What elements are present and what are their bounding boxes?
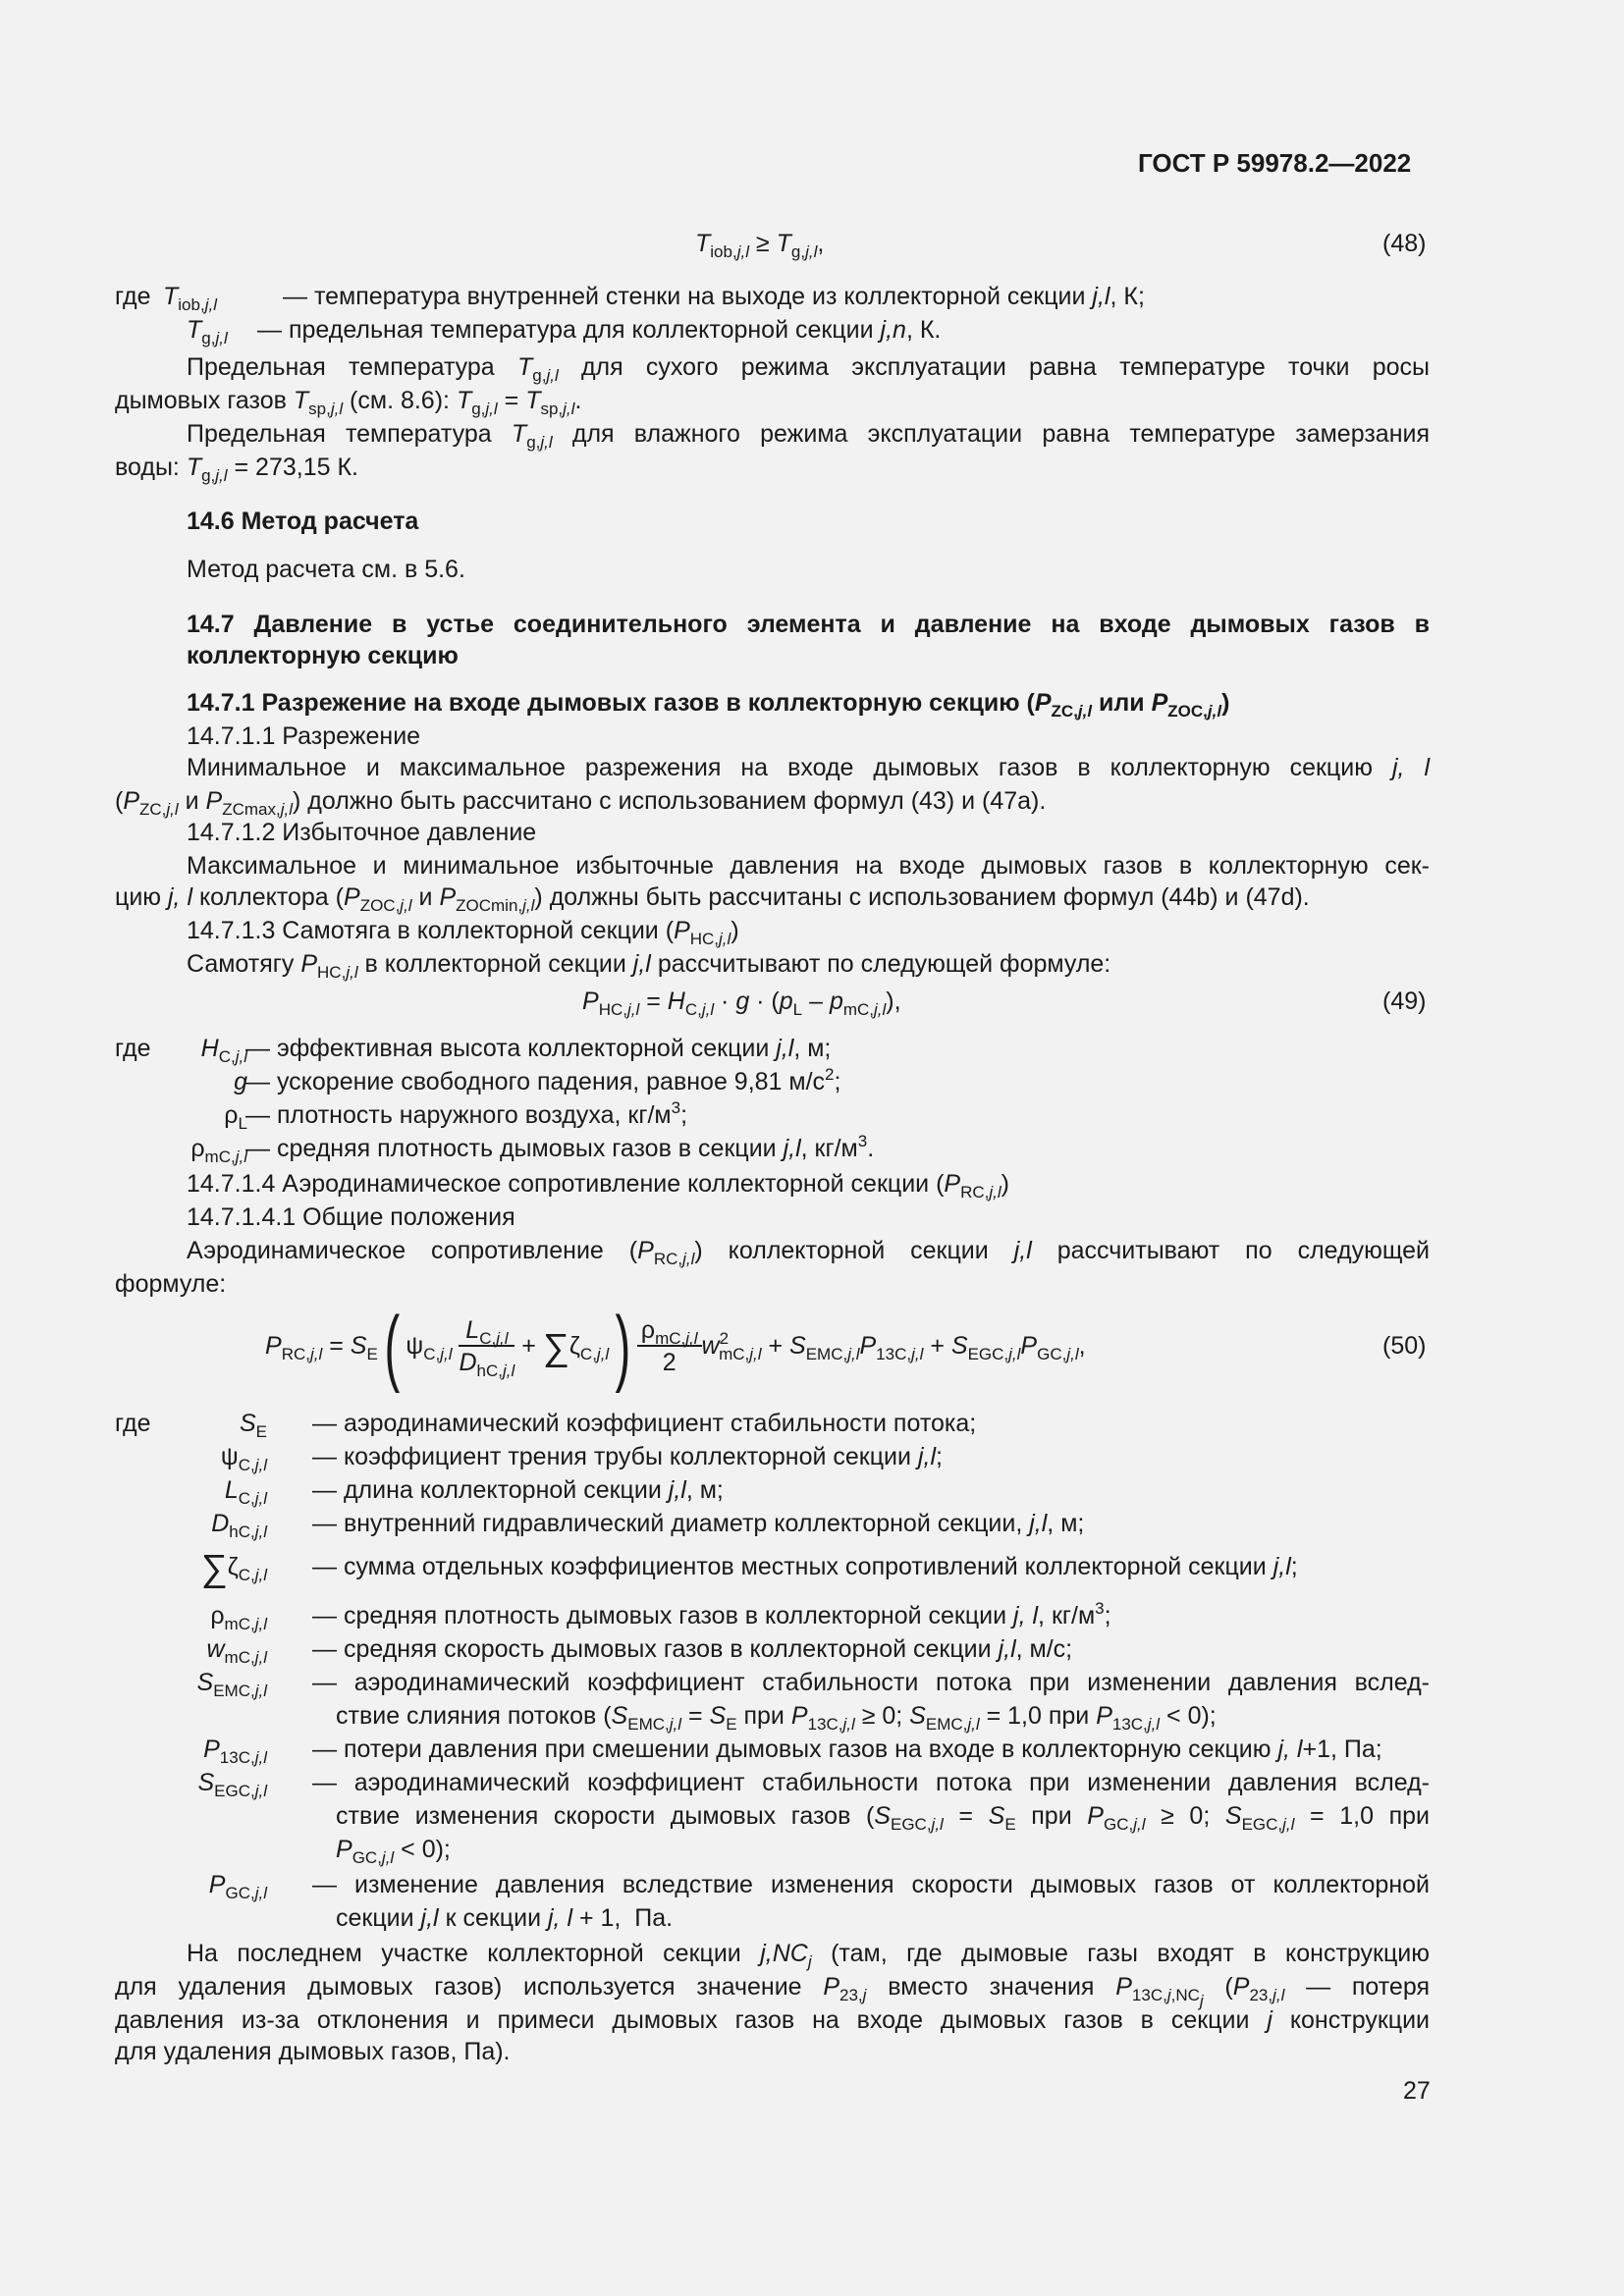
equation-48: $T_{iob,j,l} \ge T_{g,j,l}$, bbox=[695, 230, 825, 261]
legend-50-7: — средняя скорость дымовых газов в коллекторной секции j,l, м/с; bbox=[312, 1635, 1073, 1663]
page-number: 27 bbox=[1403, 2077, 1431, 2105]
legend-50-6: — средняя плотность дымовых газов в коллекторной секции j, l, $кг/м^3$; bbox=[312, 1599, 1111, 1629]
section-14-7-1-2: 14.7.1.2 Избыточное давление bbox=[187, 819, 537, 846]
equation-49-number: (49) bbox=[1382, 988, 1427, 1015]
paragraph-limit-dry-1: Предельная температура $T_{g,j,l}$ для сухого режима эксплуатации равна температуре точки росы bbox=[187, 353, 1431, 385]
legend-50-9: — потери давления при смешении дымовых газов на входе в коллекторную секцию j, l+1, Па; bbox=[312, 1735, 1382, 1763]
legend-50-3: — длина коллекторной секции j,l, м; bbox=[312, 1476, 724, 1504]
legend-50-11-cont: секции j,l к секции j, l + 1, Па. bbox=[336, 1904, 674, 1932]
symbol-rho-L: $\rho_L$ bbox=[224, 1101, 247, 1133]
symbol-T-g: $T_{g,j,l}$ bbox=[187, 316, 228, 347]
section-14-7-heading-line1: 14.7 Давление в устье соединительного элемента и давление на входе дымовых газов в bbox=[187, 611, 1430, 638]
section-14-6-text: Метод расчета см. в 5.6. bbox=[187, 556, 465, 583]
legend-49-1: — эффективная высота коллекторной секции j,l, м; bbox=[245, 1035, 832, 1062]
symbol-rho-mC-50: $\rho_{mC,j,l}$ bbox=[210, 1602, 267, 1633]
paragraph-limit-wet-1: Предельная температура $T_{g,j,l}$ для влажного режима эксплуатации равна температуре замерзания bbox=[187, 420, 1431, 452]
section-14-7-1-2-text2: цию j, l коллектора ($P_{ZOC,j,l}$ и $P_{ZOCmin,j,l}$) должны быть рассчитаны с использованием формул (44b) и (47d). bbox=[115, 883, 1310, 915]
symbol-H-C: $H_{C,j,l}$ bbox=[200, 1035, 247, 1066]
section-14-7-1-1-text2: ($P_{ZC,j,l}$ и $P_{ZCmax,j,l}$) должно быть рассчитано с использованием формул (43) и (47а). bbox=[115, 787, 1047, 819]
final-paragraph-4: для удаления дымовых газов, Па). bbox=[115, 2038, 511, 2065]
symbol-P-13C: $P_{13C,j,l}$ bbox=[203, 1735, 267, 1767]
symbol-w-mC: $w_{mC,j,l}$ bbox=[206, 1635, 267, 1667]
symbol-psi-C: $\psi_{C,j,l}$ bbox=[220, 1443, 267, 1474]
legend-50-8-cont: ствие слияния потоков ($S_{EMC,j,l} = S_E$ при $P_{13C,j,l} \ge 0$; $S_{EMC,j,l} = 1,0$ при $P_{13C,j,l} < 0$); bbox=[336, 1702, 1217, 1734]
legend-49-4: — средняя плотность дымовых газов в секции j,l, $кг/м^3$. bbox=[245, 1132, 875, 1162]
legend-50-10: — аэродинамический коэффициент стабильности потока при изменении давления вслед- bbox=[312, 1769, 1430, 1796]
paragraph-limit-wet-2: воды: $T_{g,j,l} = 273,15$ К. bbox=[115, 454, 358, 485]
where-label-50: где bbox=[115, 1410, 151, 1437]
where-label: где bbox=[115, 283, 151, 310]
where-label-49: где bbox=[115, 1035, 151, 1062]
symbol-S-EMC: $S_{EMC,j,l}$ bbox=[196, 1669, 267, 1700]
symbol-T-iob: $T_{iob,j,l}$ bbox=[163, 283, 217, 314]
section-14-7-1-1-text: Минимальное и максимальное разрежения на входе дымовых газов в коллекторную секцию j, l bbox=[187, 754, 1431, 781]
section-14-7-1-1: 14.7.1.1 Разрежение bbox=[187, 722, 421, 750]
section-14-7-1-4-1-text2: формуле: bbox=[115, 1270, 227, 1298]
legend-50-10-cont: ствие изменения скорости дымовых газов ($S_{EGC,j,l} = S_E$ при $P_{GC,j,l} \ge 0$; $S_{EGC,j,l} = 1,0$ при bbox=[336, 1802, 1430, 1834]
symbol-L-C: $L_{C,j,l}$ bbox=[224, 1476, 267, 1508]
equation-50-number: (50) bbox=[1382, 1332, 1427, 1360]
section-14-7-1-2-text: Максимальное и минимальное избыточные давления на входе дымовых газов в коллекторную сек- bbox=[187, 852, 1430, 880]
legend-50-8: — аэродинамический коэффициент стабильности потока при изменении давления вслед- bbox=[312, 1669, 1430, 1696]
section-14-7-1-3-text: Самотягу $P_{HC,j,l}$ в коллекторной секции j,l рассчитывают по следующей формуле: bbox=[187, 950, 1111, 982]
symbol-S-E: $S_E$ bbox=[239, 1410, 267, 1441]
symbol-sum-zeta: $\sum\zeta_{C,j,l}$ bbox=[200, 1548, 267, 1589]
section-14-7-1-heading: 14.7.1 Разрежение на входе дымовых газов в коллекторную секцию ($P_{ZC,j,l}$ или $P_{ZOC,j,l}$) bbox=[187, 689, 1230, 721]
document-header: ГОСТ Р 59978.2—2022 bbox=[1138, 148, 1412, 178]
section-14-6-heading: 14.6 Метод расчета bbox=[187, 507, 419, 535]
legend-48-1: — температура внутренней стенки на выходе из коллекторной секции j,l, К; bbox=[283, 283, 1145, 310]
equation-49: $P_{HC,j,l} = H_{C,j,l} \cdot g \cdot (p_L - p_{mC,j,l})$, bbox=[582, 988, 901, 1019]
equation-48-number: (48) bbox=[1382, 230, 1427, 257]
legend-50-11: — изменение давления вследствие изменения скорости дымовых газов от коллекторной bbox=[312, 1871, 1430, 1898]
section-14-7-1-4-1-text: Аэродинамическое сопротивление $(P_{RC,j,l})$ коллекторной секции j,l рассчитывают по следующей bbox=[187, 1237, 1431, 1268]
equation-50: $P_{RC,j,l} = S_E$( $\psi_{C,j,l}$ $\frac{L_{C,j,l}}{D_{hC,j,l}}$ + $\sum\zeta_{C,j,l}$) $\frac{\rho_{mC,j,l}}{2}$ $w^2_{mC,j,l} + S_{EMC,j,l}P_{13C,j,l} + S_{EGC,j,l}P_{GC,j,l}$, bbox=[265, 1300, 1086, 1395]
section-14-7-1-4: 14.7.1.4 Аэродинамическое сопротивление коллекторной секции $(P_{RC,j,l})$ bbox=[187, 1170, 1009, 1201]
legend-50-2: — коэффициент трения трубы коллекторной секции j,l; bbox=[312, 1443, 943, 1470]
symbol-S-EGC: $S_{EGC,j,l}$ bbox=[197, 1769, 267, 1800]
section-14-7-1-3: 14.7.1.3 Самотяга в коллекторной секции $(P_{HC,j,l})$ bbox=[187, 917, 739, 948]
paragraph-limit-dry-2: дымовых газов $T_{sp,j,l}$ (см. 8.6): $T_{g,j,l} = T_{sp,j,l}$. bbox=[115, 387, 582, 418]
legend-50-5: — сумма отдельных коэффициентов местных сопротивлений коллекторной секции j,l; bbox=[312, 1553, 1298, 1580]
legend-48-2: — предельная температура для коллекторной секции j,n, К. bbox=[257, 316, 942, 344]
symbol-P-GC: $P_{GC,j,l}$ bbox=[208, 1871, 267, 1902]
legend-50-4: — внутренний гидравлический диаметр коллекторной секции, j,l, м; bbox=[312, 1510, 1085, 1537]
final-paragraph-3: давления из-за отклонения и примеси дымовых газов на входе дымовых газов в секции j конструкции bbox=[115, 2006, 1430, 2034]
symbol-g: g bbox=[234, 1068, 247, 1095]
final-paragraph-1: На последнем участке коллекторной секции $j,NC_j$ (там, где дымовые газы входят в конструкцию bbox=[187, 1940, 1430, 1971]
legend-49-2: — ускорение свободного падения, равное 9,81 $м/с^2$; bbox=[245, 1065, 841, 1095]
legend-49-3: — плотность наружного воздуха, $кг/м^3$; bbox=[245, 1098, 688, 1129]
section-14-7-1-4-1: 14.7.1.4.1 Общие положения bbox=[187, 1203, 515, 1231]
section-14-7-heading-line2: коллекторную секцию bbox=[187, 642, 459, 669]
legend-50-10-cont2: $P_{GC,j,l} < 0$); bbox=[336, 1836, 451, 1867]
legend-50-1: — аэродинамический коэффициент стабильности потока; bbox=[312, 1410, 977, 1437]
symbol-rho-mC: $\rho_{mC,j,l}$ bbox=[190, 1135, 247, 1166]
final-paragraph-2: для удаления дымовых газов) используется значение $P_{23,j}$ вместо значения $P_{13C,j,NC_j}$ ($P_{23,j,l}$ — потеря bbox=[115, 1973, 1430, 2010]
symbol-D-hC: $D_{hC,j,l}$ bbox=[211, 1510, 267, 1541]
